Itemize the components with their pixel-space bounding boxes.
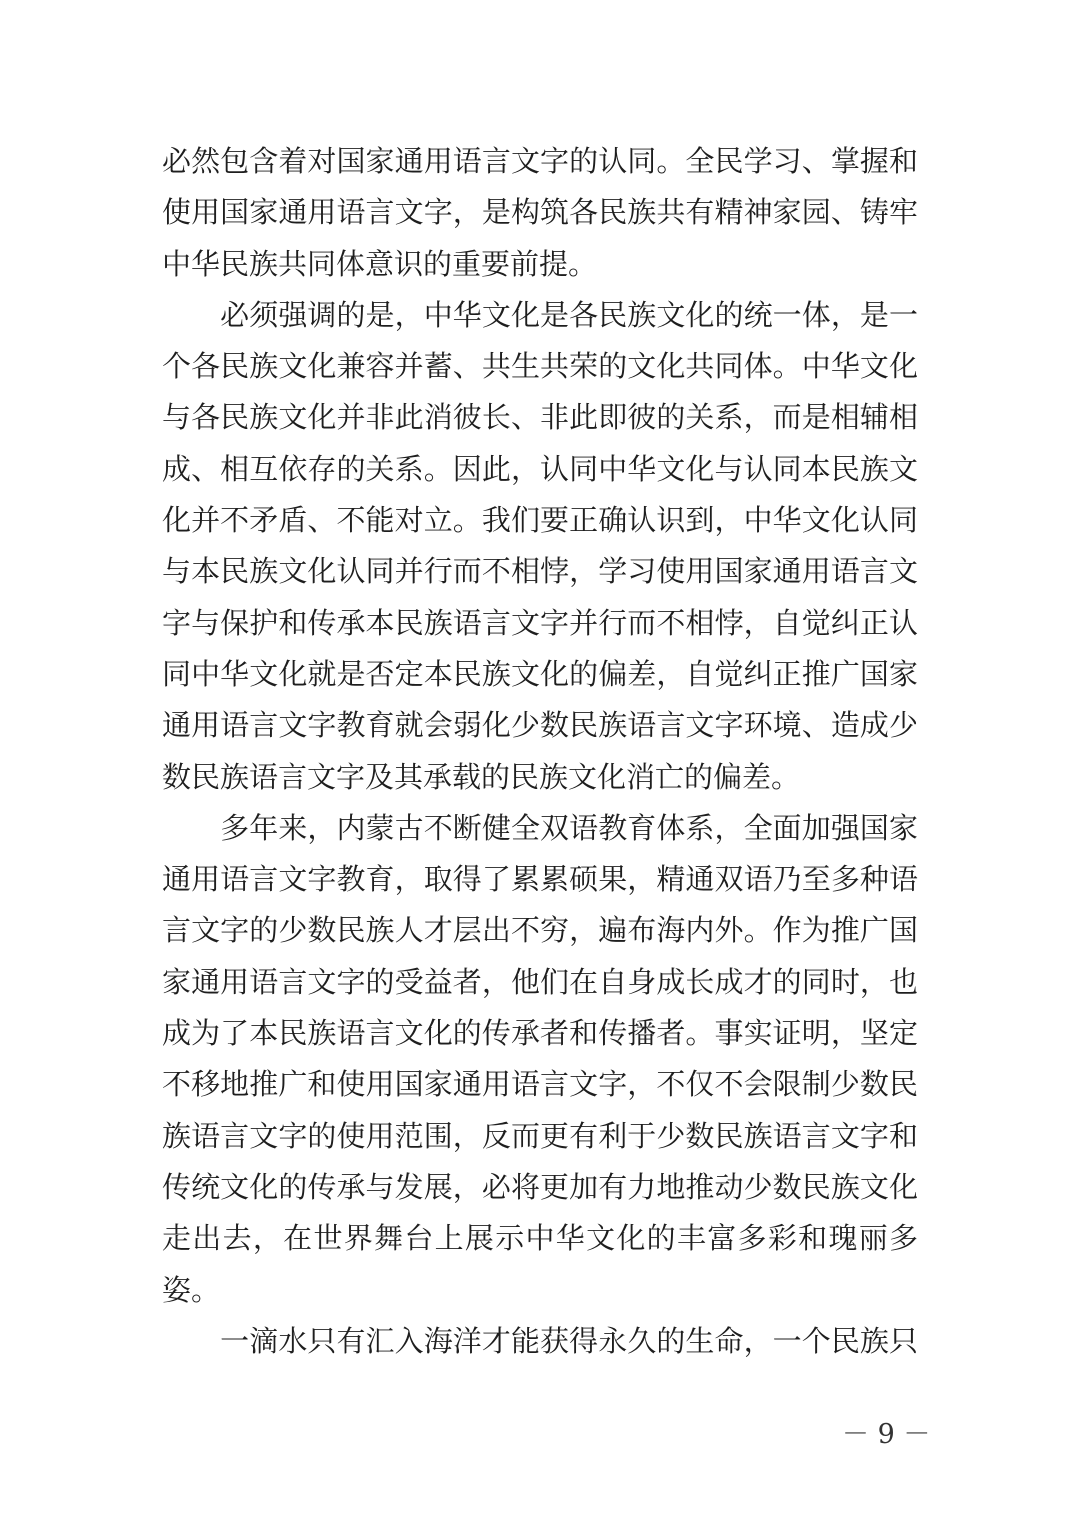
text-line: 通用语言文字教育，取得了累累硕果，精通双语乃至多种语 [162, 862, 918, 897]
text-line: 必须强调的是，中华文化是各民族文化的统一体，是一 [162, 297, 918, 332]
text-line: 化并不矛盾、不能对立。我们要正确认识到，中华文化认同 [162, 503, 918, 538]
text-line: 个各民族文化兼容并蓄、共生共荣的文化共同体。中华文化 [162, 349, 918, 384]
text-line: 传统文化的传承与发展，必将更加有力地推动少数民族文化 [162, 1169, 918, 1204]
text-line: 多年来，内蒙古不断健全双语教育体系，全面加强国家 [162, 810, 918, 845]
text-line: 不移地推广和使用国家通用语言文字，不仅不会限制少数民 [162, 1067, 918, 1102]
text-line: 与本民族文化认同并行而不相悖，学习使用国家通用语言文 [162, 554, 918, 589]
text-line: 走出去，在世界舞台上展示中华文化的丰富多彩和瑰丽多 [162, 1221, 918, 1256]
text-line: 与各民族文化并非此消彼长、非此即彼的关系，而是相辅相 [162, 400, 918, 435]
text-line: 家通用语言文字的受益者，他们在自身成长成才的同时，也 [162, 964, 918, 999]
text-line: 使用国家通用语言文字，是构筑各民族共有精神家园、铸牢 [162, 195, 918, 230]
text-line: 一滴水只有汇入海洋才能获得永久的生命，一个民族只 [162, 1323, 918, 1358]
body-text [162, 136, 918, 1367]
text-line: 数民族语言文字及其承载的民族文化消亡的偏差。 [162, 759, 801, 794]
text-line: 成、相互依存的关系。因此，认同中华文化与认同本民族文 [162, 451, 918, 486]
text-line: 成为了本民族语言文化的传承者和传播者。事实证明，坚定 [162, 1016, 918, 1051]
text-line: 言文字的少数民族人才层出不穷，遍布海内外。作为推广国 [162, 913, 918, 948]
text-line: 通用语言文字教育就会弱化少数民族语言文字环境、造成少 [162, 708, 918, 743]
text-line: 同中华文化就是否定本民族文化的偏差，自觉纠正推广国家 [162, 656, 918, 691]
page-number: － 9 － [842, 1419, 931, 1450]
text-line: 中华民族共同体意识的重要前提。 [162, 246, 598, 281]
text-line: 字与保护和传承本民族语言文字并行而不相悖，自觉纠正认 [162, 605, 918, 640]
text-line: 族语言文字的使用范围，反而更有利于少数民族语言文字和 [162, 1118, 918, 1153]
text-line: 必然包含着对国家通用语言文字的认同。全民学习、掌握和 [162, 144, 918, 178]
text-line: 姿。 [162, 1272, 221, 1307]
